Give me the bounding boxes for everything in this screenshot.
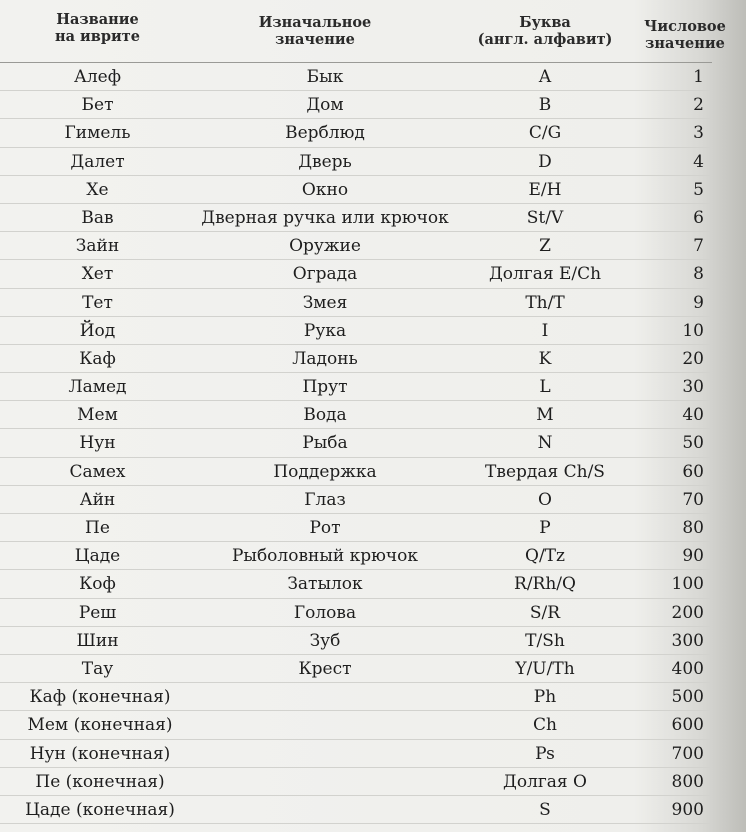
cell-english-letter: I: [541, 320, 549, 341]
cell-english-letter: S/R: [529, 602, 561, 623]
table-row: [0, 401, 746, 429]
cell-original-meaning: Бык: [306, 67, 344, 87]
cell-numeric-value: 90: [682, 546, 704, 567]
cell-numeric-value: 10: [682, 320, 704, 341]
cell-hebrew-name: Самех: [69, 461, 126, 482]
cell-numeric-value: 6: [693, 207, 704, 228]
cell-hebrew-name: Коф: [79, 574, 116, 595]
table-row: [0, 486, 746, 514]
table-row: [0, 176, 746, 204]
cell-original-meaning: Верблюд: [285, 123, 365, 144]
cell-hebrew-name: Ламед: [68, 377, 127, 398]
table-row: [0, 345, 746, 373]
cell-hebrew-name: Хе: [86, 179, 109, 200]
cell-original-meaning: Вода: [303, 405, 347, 426]
cell-hebrew-name: Нун (конечная): [29, 743, 171, 764]
table-body: [0, 63, 746, 824]
table-row: [0, 683, 746, 711]
cell-english-letter: Долгая O: [503, 771, 587, 792]
cell-hebrew-name: Мем (конечная): [27, 715, 173, 736]
header-original-meaning: Изначальное значение: [258, 14, 372, 48]
table-row: [0, 260, 746, 288]
cell-english-letter: L: [539, 377, 551, 398]
table-row: [0, 148, 746, 176]
cell-hebrew-name: Тау: [81, 658, 114, 679]
cell-numeric-value: 60: [682, 461, 704, 482]
cell-hebrew-name: Мем: [77, 405, 118, 426]
table-row: [0, 119, 746, 147]
cell-hebrew-name: Айн: [79, 489, 116, 510]
cell-hebrew-name: Цаде (конечная): [25, 799, 175, 820]
cell-numeric-value: 30: [682, 377, 704, 398]
table-row: [0, 796, 746, 824]
cell-numeric-value: 200: [671, 602, 704, 623]
cell-original-meaning: Голова: [293, 602, 357, 623]
table-row: [0, 317, 746, 345]
cell-hebrew-name: Бет: [81, 95, 114, 116]
table-row: [0, 289, 746, 317]
cell-english-letter: T/Sh: [525, 630, 565, 651]
cell-hebrew-name: Пе (конечная): [35, 771, 165, 792]
cell-english-letter: S: [539, 799, 551, 820]
cell-numeric-value: 900: [671, 799, 704, 820]
cell-original-meaning: Крест: [298, 658, 352, 679]
cell-hebrew-name: Вав: [81, 207, 114, 228]
cell-numeric-value: 7: [693, 236, 704, 257]
cell-english-letter: K: [538, 348, 552, 369]
cell-numeric-value: 5: [693, 179, 704, 200]
cell-original-meaning: Дверная ручка или крючок: [201, 207, 449, 228]
cell-numeric-value: 500: [671, 687, 704, 708]
table-row: [0, 599, 746, 627]
table-row: [0, 740, 746, 768]
cell-english-letter: Твердая Ch/S: [485, 461, 605, 482]
cell-numeric-value: 40: [682, 405, 704, 426]
cell-original-meaning: Рыба: [302, 433, 348, 454]
cell-english-letter: Ph: [533, 687, 557, 708]
table-row: [0, 655, 746, 683]
table-row: [0, 91, 746, 119]
cell-numeric-value: 9: [693, 292, 704, 313]
cell-english-letter: Ps: [535, 743, 555, 764]
cell-numeric-value: 20: [682, 348, 704, 369]
table-row: [0, 429, 746, 457]
table-row: [0, 373, 746, 401]
cell-numeric-value: 400: [671, 658, 704, 679]
cell-english-letter: Y/U/Th: [515, 658, 575, 679]
cell-hebrew-name: Далет: [70, 151, 125, 172]
cell-hebrew-name: Каф (конечная): [29, 687, 171, 708]
cell-hebrew-name: Реш: [78, 602, 117, 623]
cell-original-meaning: Ограда: [292, 264, 358, 285]
cell-original-meaning: Оружие: [289, 236, 361, 257]
row-divider: [0, 823, 712, 824]
cell-original-meaning: Затылок: [287, 574, 363, 595]
cell-english-letter: N: [537, 433, 553, 454]
cell-original-meaning: Ладонь: [292, 348, 358, 369]
cell-numeric-value: 80: [682, 518, 704, 538]
cell-numeric-value: 2: [693, 95, 704, 116]
cell-hebrew-name: Нун: [79, 433, 116, 454]
header-numeric-value: Числовое значение: [644, 18, 726, 52]
table-row: [0, 711, 746, 739]
cell-hebrew-name: Алеф: [73, 67, 122, 87]
cell-english-letter: Q/Tz: [525, 546, 565, 567]
cell-original-meaning: Змея: [302, 292, 348, 313]
cell-numeric-value: 100: [671, 574, 704, 595]
cell-original-meaning: Прут: [302, 377, 348, 398]
cell-hebrew-name: Зайн: [75, 236, 120, 257]
header-hebrew-name: Название на иврите: [55, 11, 140, 45]
cell-original-meaning: Дверь: [298, 151, 352, 172]
cell-original-meaning: Глаз: [304, 489, 346, 510]
cell-english-letter: A: [538, 67, 552, 87]
table-row: [0, 232, 746, 260]
table-row: [0, 204, 746, 232]
cell-hebrew-name: Каф: [79, 348, 116, 369]
cell-english-letter: St/V: [526, 207, 564, 228]
cell-numeric-value: 800: [671, 771, 704, 792]
cell-numeric-value: 1: [693, 67, 704, 87]
cell-original-meaning: Поддержка: [273, 461, 377, 482]
cell-english-letter: P: [539, 518, 551, 538]
cell-english-letter: M: [536, 405, 554, 426]
table-row: [0, 514, 746, 542]
cell-numeric-value: 8: [693, 264, 704, 285]
cell-numeric-value: 300: [671, 630, 704, 651]
cell-english-letter: C/G: [528, 123, 562, 144]
table-row: [0, 458, 746, 486]
cell-original-meaning: Зуб: [309, 630, 341, 651]
cell-numeric-value: 70: [682, 489, 704, 510]
cell-english-letter: Z: [539, 236, 551, 257]
cell-english-letter: B: [538, 95, 552, 116]
cell-original-meaning: Окно: [301, 179, 349, 200]
cell-hebrew-name: Пе: [85, 518, 110, 538]
table-row: [0, 768, 746, 796]
cell-english-letter: D: [538, 151, 552, 172]
cell-original-meaning: Рот: [309, 518, 341, 538]
cell-hebrew-name: Шин: [76, 630, 119, 651]
cell-numeric-value: 700: [671, 743, 704, 764]
cell-hebrew-name: Цаде: [74, 546, 121, 567]
cell-hebrew-name: Тет: [82, 292, 113, 313]
table-row: [0, 63, 746, 91]
cell-numeric-value: 4: [693, 151, 704, 172]
cell-english-letter: Th/T: [525, 292, 565, 313]
table-header: [0, 0, 740, 60]
table-row: [0, 542, 746, 570]
header-english-letter: Буква (англ. алфавит): [477, 14, 613, 48]
cell-original-meaning: Дом: [306, 95, 344, 116]
cell-english-letter: E/H: [528, 179, 562, 200]
cell-english-letter: R/Rh/Q: [514, 574, 576, 595]
cell-hebrew-name: Йод: [79, 320, 116, 341]
cell-numeric-value: 50: [682, 433, 704, 454]
cell-english-letter: Долгая E/Ch: [488, 264, 602, 285]
cell-english-letter: Ch: [533, 715, 557, 736]
cell-hebrew-name: Гимель: [64, 123, 131, 144]
cell-original-meaning: Рыболовный крючок: [231, 546, 419, 567]
table-row: [0, 570, 746, 598]
cell-english-letter: O: [538, 489, 552, 510]
cell-hebrew-name: Хет: [81, 264, 114, 285]
cell-numeric-value: 3: [693, 123, 704, 144]
table-row: [0, 627, 746, 655]
cell-numeric-value: 600: [671, 715, 704, 736]
cell-original-meaning: Рука: [303, 320, 347, 341]
